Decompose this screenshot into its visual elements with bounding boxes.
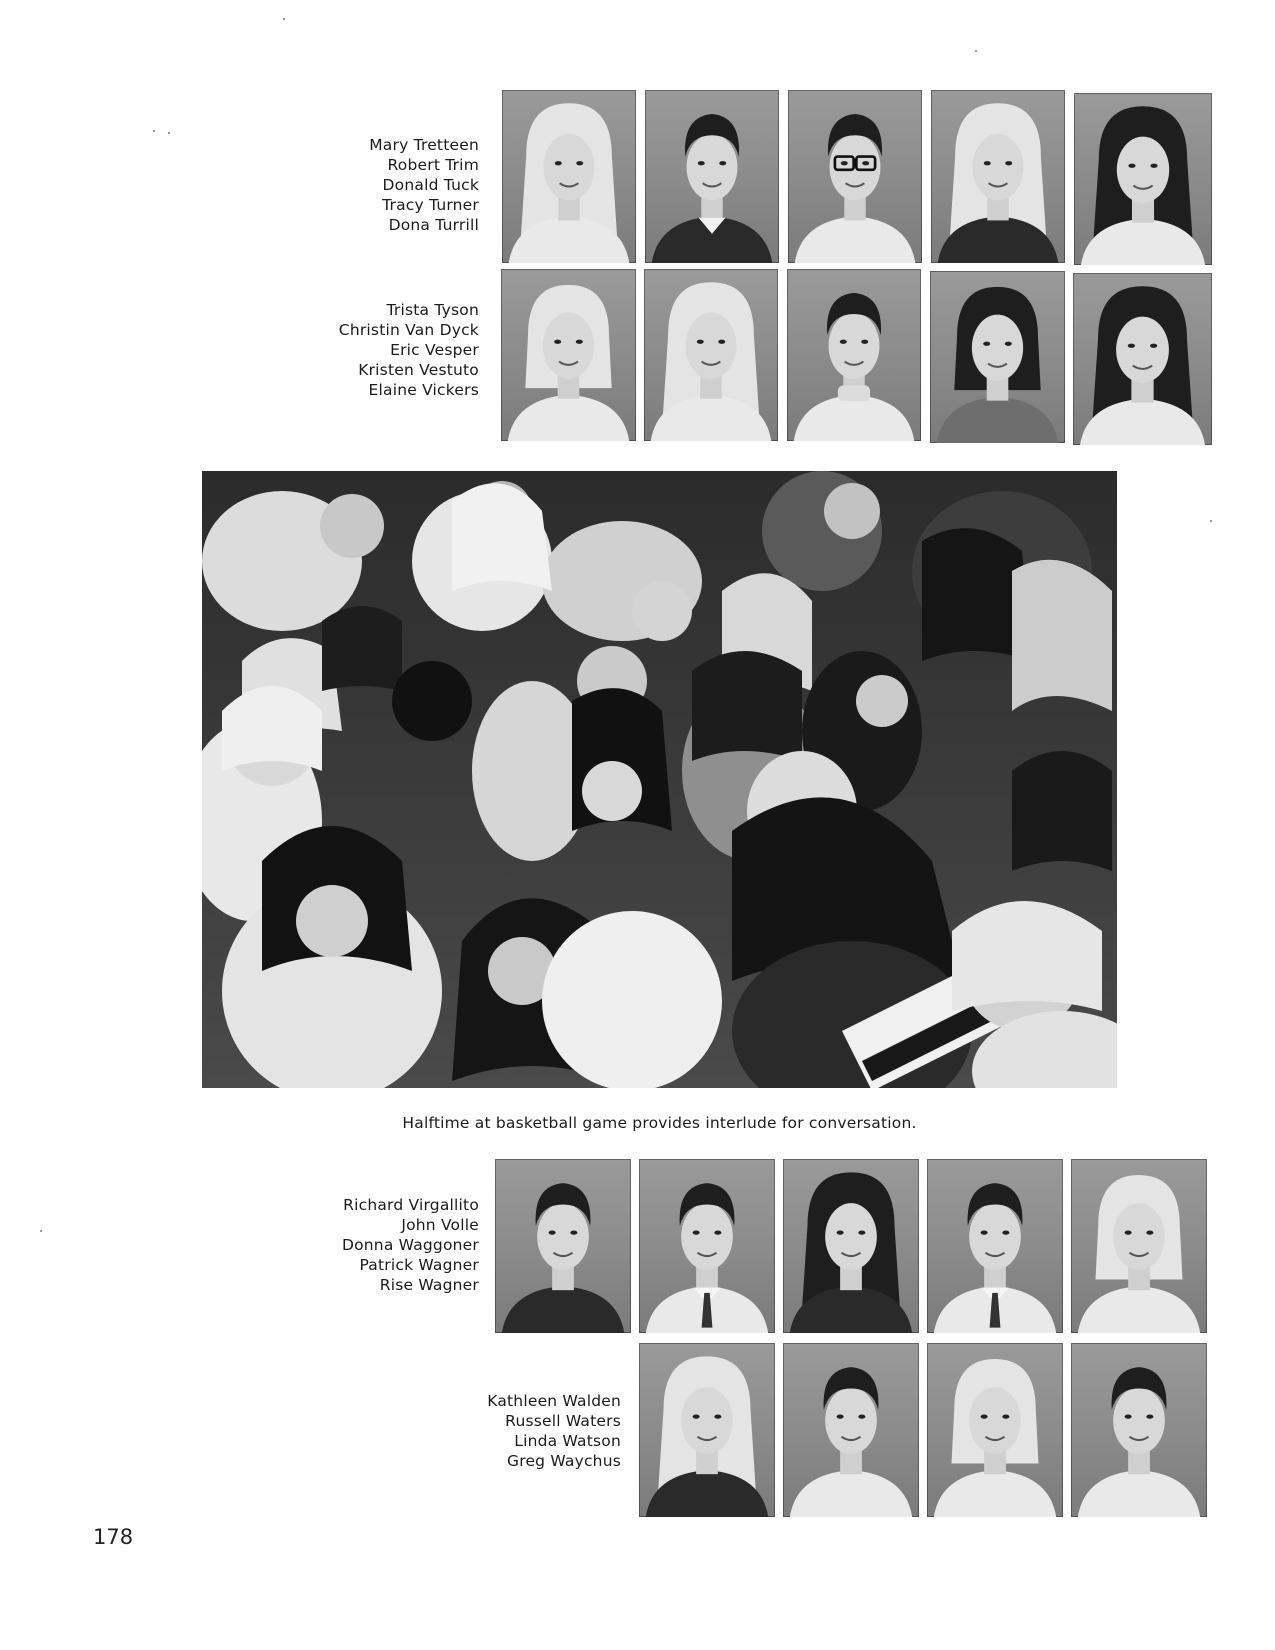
portrait-eye	[698, 161, 705, 165]
portrait-illustration	[501, 269, 636, 441]
scan-speck	[168, 132, 170, 134]
portrait-eye	[1128, 344, 1135, 348]
portrait-face	[1113, 1387, 1165, 1454]
portrait-shirt	[794, 395, 915, 441]
student-portrait	[501, 269, 636, 441]
student-name: John Volle	[401, 1216, 479, 1234]
portrait-eye	[714, 1414, 721, 1418]
portrait-eye	[1005, 161, 1012, 165]
portrait-illustration	[930, 271, 1065, 443]
portrait-illustration	[639, 1343, 775, 1517]
student-name: Trista Tyson	[386, 301, 479, 319]
portrait-eye	[1002, 1414, 1009, 1418]
portrait-face	[687, 134, 738, 201]
portrait-face	[1116, 317, 1169, 383]
portrait-illustration	[1071, 1343, 1207, 1517]
portrait-eye	[837, 1230, 844, 1234]
student-portrait	[787, 269, 921, 441]
portrait-eye	[1125, 1414, 1132, 1418]
portrait-illustration	[644, 269, 778, 441]
portrait-eye	[554, 340, 561, 344]
student-name: Elaine Vickers	[368, 381, 479, 399]
portrait-face	[825, 1387, 877, 1454]
portrait-eye	[697, 340, 704, 344]
student-portrait	[930, 271, 1065, 443]
student-portrait	[644, 269, 778, 441]
portrait-eye	[693, 1230, 700, 1234]
name-list-group-3	[342, 1195, 479, 1295]
portrait-shirt	[508, 395, 630, 441]
portrait-eye	[693, 1414, 700, 1418]
portrait-eye	[576, 340, 583, 344]
portrait-illustration	[931, 90, 1065, 263]
student-portrait	[1074, 93, 1212, 265]
portrait-illustration	[783, 1343, 919, 1517]
portrait-eye	[714, 1230, 721, 1234]
student-portrait	[927, 1159, 1063, 1333]
portrait-eye	[1128, 164, 1135, 168]
portrait-illustration	[927, 1343, 1063, 1517]
portrait-shirt	[1078, 1286, 1200, 1333]
student-portrait	[783, 1343, 919, 1517]
portrait-face	[972, 315, 1023, 381]
student-portrait	[639, 1159, 775, 1333]
portrait-eye	[861, 340, 868, 344]
student-name: Richard Virgallito	[343, 1196, 479, 1214]
portrait-face	[1113, 1203, 1165, 1270]
photo-caption: Halftime at basketball game provides interlude for conversation.	[402, 1114, 917, 1132]
scan-speck	[1210, 520, 1212, 522]
portrait-face	[969, 1387, 1021, 1454]
portrait-illustration	[495, 1159, 631, 1333]
student-portrait	[1071, 1159, 1207, 1333]
student-portrait	[645, 90, 779, 263]
name-list-group-1	[369, 135, 479, 235]
student-portrait	[931, 90, 1065, 263]
student-name: Christin Van Dyck	[338, 321, 479, 339]
portrait-face	[825, 1203, 877, 1270]
student-name: Kathleen Walden	[487, 1392, 621, 1410]
portrait-face	[969, 1203, 1021, 1270]
student-name: Greg Waychus	[507, 1452, 621, 1470]
name-list-group-2	[339, 300, 479, 400]
student-portrait	[927, 1343, 1063, 1517]
portrait-eye	[837, 1414, 844, 1418]
portrait-illustration	[783, 1159, 919, 1333]
student-name: Donald Tuck	[382, 176, 479, 194]
name-list-group-4	[487, 1391, 621, 1471]
portrait-illustration	[502, 90, 636, 263]
student-name: Russell Waters	[505, 1412, 621, 1430]
portrait-face	[544, 134, 595, 201]
student-portrait	[639, 1343, 775, 1517]
portrait-illustration	[639, 1159, 775, 1333]
student-name: Donna Waggoner	[341, 1236, 479, 1254]
student-name: Robert Trim	[387, 156, 479, 174]
page-number: 178	[93, 1525, 134, 1549]
portrait-eye	[570, 1230, 577, 1234]
portrait-eye	[1150, 164, 1157, 168]
portrait-eye	[840, 340, 847, 344]
student-portrait	[788, 90, 922, 263]
portrait-eye	[576, 161, 583, 165]
portrait-face	[681, 1387, 733, 1454]
portrait-illustration	[645, 90, 779, 263]
portrait-face	[686, 313, 737, 379]
portrait-shirt	[1078, 1470, 1200, 1517]
portrait-face	[829, 313, 880, 379]
portrait-shirt	[937, 397, 1059, 443]
student-portrait	[783, 1159, 919, 1333]
portrait-shirt	[790, 1470, 912, 1517]
scan-speck	[40, 1230, 42, 1232]
portrait-eye	[718, 340, 725, 344]
portrait-face	[537, 1203, 589, 1270]
portrait-eye	[1125, 1230, 1132, 1234]
portrait-eye	[862, 161, 869, 165]
portrait-face	[543, 313, 594, 379]
student-portrait	[1073, 273, 1212, 445]
portrait-eye	[555, 161, 562, 165]
crowd-photo	[202, 471, 1117, 1088]
student-name: Linda Watson	[514, 1432, 621, 1450]
portrait-illustration	[1073, 273, 1212, 445]
student-name: Eric Vesper	[390, 341, 479, 359]
portrait-eye	[858, 1230, 865, 1234]
student-name: Dona Turrill	[388, 216, 479, 234]
portrait-illustration	[1071, 1159, 1207, 1333]
portrait-eye	[984, 161, 991, 165]
student-name: Tracy Turner	[382, 196, 479, 214]
portrait-eye	[981, 1414, 988, 1418]
student-name: Mary Tretteen	[369, 136, 479, 154]
portrait-eye	[1146, 1230, 1153, 1234]
student-name: Patrick Wagner	[359, 1256, 479, 1274]
portrait-eye	[841, 161, 848, 165]
student-name: Kristen Vestuto	[358, 361, 479, 379]
portrait-eye	[1002, 1230, 1009, 1234]
portrait-face	[681, 1203, 733, 1270]
portrait-illustration	[1074, 93, 1212, 265]
student-portrait	[1071, 1343, 1207, 1517]
portrait-face	[973, 134, 1024, 201]
portrait-eye	[858, 1414, 865, 1418]
portrait-illustration	[787, 269, 921, 441]
student-portrait	[502, 90, 636, 263]
portrait-shirt	[795, 216, 916, 263]
portrait-face	[1117, 137, 1169, 203]
portrait-eye	[981, 1230, 988, 1234]
portrait-shirt	[934, 1470, 1056, 1517]
portrait-eye	[549, 1230, 556, 1234]
portrait-eye	[719, 161, 726, 165]
portrait-illustration	[927, 1159, 1063, 1333]
portrait-illustration	[788, 90, 922, 263]
student-name: Rise Wagner	[379, 1276, 479, 1294]
student-portrait	[495, 1159, 631, 1333]
crowd-photo-illustration	[202, 471, 1117, 1088]
scan-speck	[283, 18, 285, 20]
portrait-shirt	[502, 1286, 624, 1333]
portrait-eye	[1146, 1414, 1153, 1418]
scan-speck	[153, 130, 155, 132]
portrait-eye	[983, 342, 990, 346]
portrait-turtleneck	[838, 385, 870, 401]
scan-speck	[975, 50, 977, 52]
portrait-eye	[1005, 342, 1012, 346]
portrait-eye	[1150, 344, 1157, 348]
